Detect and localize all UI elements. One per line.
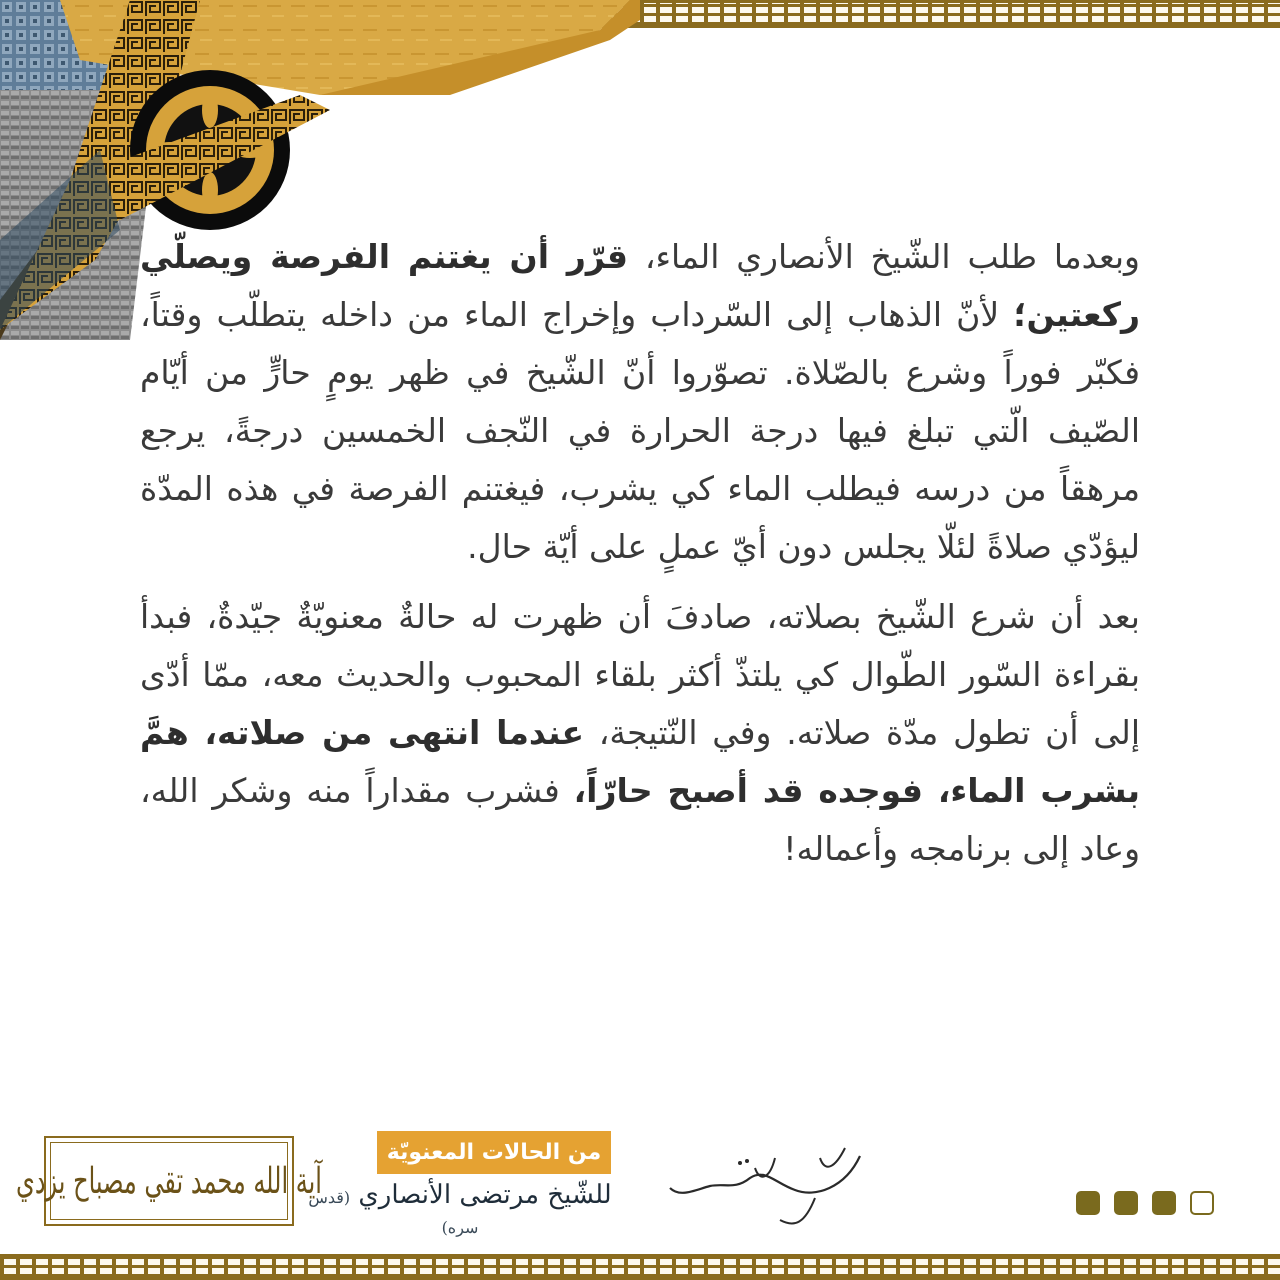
paragraph-1-text: لأنّ الذهاب إلى السّرداب وإخراج الماء من داخله يتطلّب وقتاً، فكبّر فوراً وشرع بالصّلاة. تصوّروا أنّ الشّيخ في ظهر يومٍ حارٍّ من أيّام الصّيف الّتي تبلغ فيها درجة الحرارة في النّجف الخمسين درجةً، يرجع مرهقاً من درسه فيطلب الماء كي يشرب، فيغتنم الفرصة في هذه المدّة ليؤدّي صلاةً لئلّا يجلس دون أيّ عملٍ على أيّة حال. [140,295,1140,566]
calligraphy-logo-inner [16,1142,322,1220]
series-title-badge: من الحالات المعنويّة [377,1131,611,1174]
author-name: للشّيخ مرتضى الأنصاري [358,1180,612,1210]
signature [655,1128,885,1238]
page-dot[interactable] [1114,1191,1138,1215]
page-dot-current[interactable] [1190,1191,1214,1215]
series-author-line [300,1180,620,1240]
calligraphy-logo-text: آية الله محمد تقي مصباح يزدي [16,1160,322,1202]
paragraph-2-text: فشرب مقداراً منه وشكر الله، وعاد إلى برنامجه وأعماله! [140,771,1140,868]
calligraphy-logo [16,1136,322,1226]
paragraph-2 [140,588,1140,878]
page-dot[interactable] [1076,1191,1100,1215]
page-indicator [1076,1191,1214,1217]
paragraph-1-highlight: قرّر أن يغتنم الفرصة ويصلّي ركعتين؛ [140,237,1140,334]
paragraph-1-text: وبعدما طلب الشّيخ الأنصاري الماء، [628,237,1140,276]
paragraph-1 [140,228,1140,576]
paragraph-2-text: بعد أن شرع الشّيخ بصلاته، صادفَ أن ظهرت له حالةٌ معنويّةٌ جيّدةٌ، فبدأ بقراءة السّور الطّوال كي يلتذّ أكثر بلقاء المحبوب والحديث معه، ممّا أدّى إلى أن تطول مدّة صلاته. وفي النّتيجة، [140,597,1140,752]
author-honorific: (قدس سره) [308,1188,479,1237]
article-body [140,228,1140,890]
bottom-meander-border [0,1254,1280,1280]
page-dot[interactable] [1152,1191,1176,1215]
paragraph-2-highlight: عندما انتهى من صلاته، همَّ بشرب الماء، فوجده قد أصبح حارّاً، [140,713,1140,810]
